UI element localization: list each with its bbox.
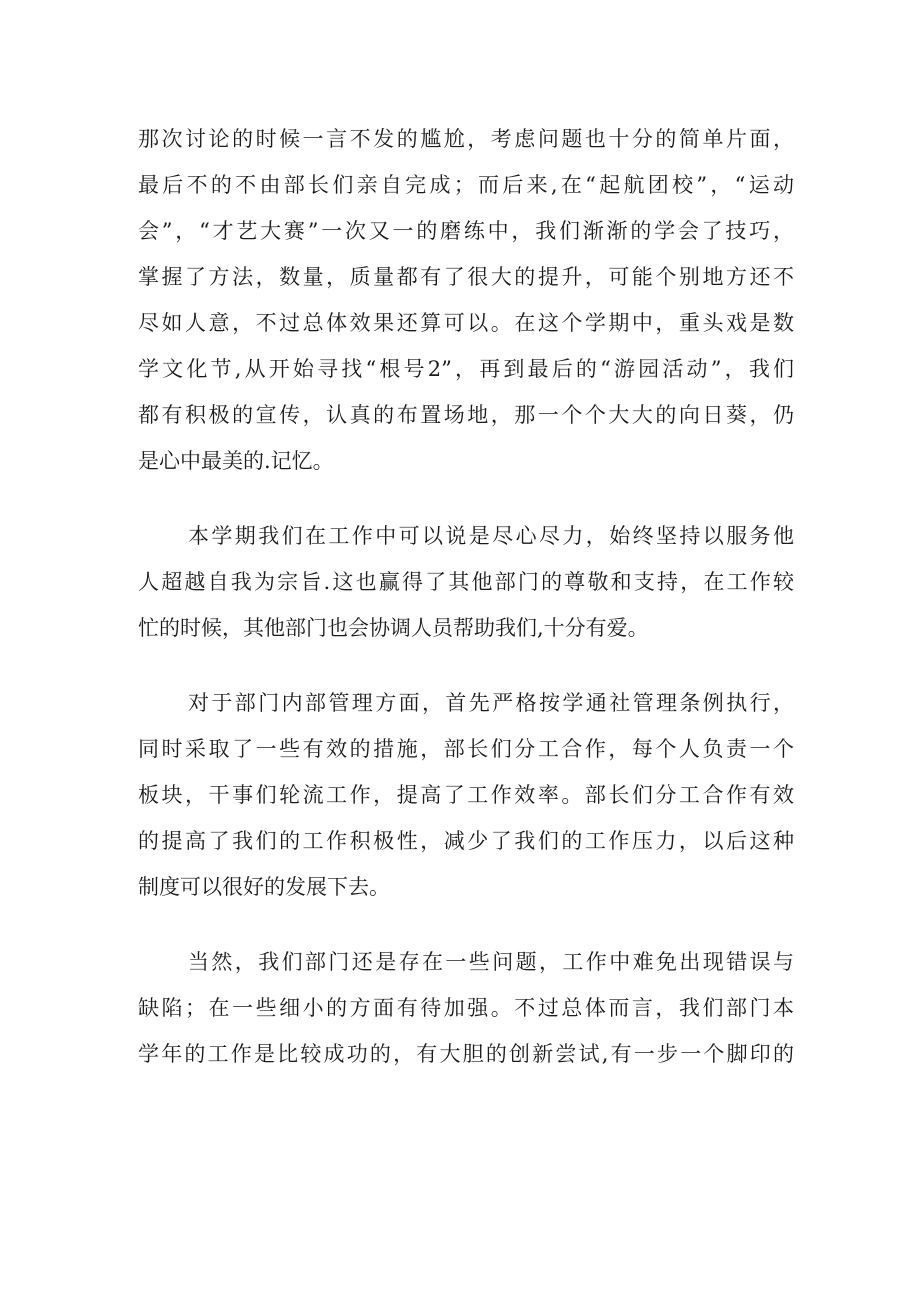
paragraph-line: 那次讨论的时候一言不发的尴尬，考虑问题也十分的简单片面， — [138, 127, 794, 151]
paragraph-line: 学文化节,从开始寻找“根号2”，再到最后的“游园活动”，我们 — [138, 357, 794, 381]
paragraph-line: 板块，干事们轮流工作，提高了工作效率。部长们分工合作有效 — [138, 783, 794, 807]
paragraph-line: 会”，“才艺大赛”一次又一的磨练中，我们渐渐的学会了技巧， — [138, 219, 794, 243]
paragraph-line: 缺陷；在一些细小的方面有待加强。不过总体而言，我们部门本 — [138, 996, 794, 1020]
paragraph-4 — [138, 939, 794, 1077]
paragraph-line: 对于部门内部管理方面，首先严格按学通社管理条例执行， — [188, 691, 794, 715]
paragraph-line: 制度可以很好的发展下去。 — [138, 875, 390, 899]
paragraph-line: 学年的工作是比较成功的，有大胆的创新尝试,有一步一个脚印的 — [138, 1042, 794, 1066]
paragraph-line: 同时采取了一些有效的措施，部长们分工合作，每个人负责一个 — [138, 737, 794, 761]
paragraph-line: 人超越自我为宗旨.这也赢得了其他部门的尊敬和支持，在工作较 — [138, 570, 794, 594]
paragraph-line: 是心中最美的.记忆。 — [138, 449, 334, 473]
paragraph-3 — [138, 680, 794, 910]
paragraph-line: 本学期我们在工作中可以说是尽心尽力，始终坚持以服务他 — [188, 524, 794, 548]
paragraph-line: 最后不的不由部长们亲自完成；而后来,在“起航团校”，“运动 — [138, 173, 794, 197]
paragraph-line: 的提高了我们的工作积极性，减少了我们的工作压力，以后这种 — [138, 829, 794, 853]
document-body — [138, 116, 794, 1106]
paragraph-line: 都有积极的宣传，认真的布置场地，那一个个大大的向日葵，仍 — [138, 403, 794, 427]
paragraph-2 — [138, 513, 794, 651]
paragraph-line: 忙的时候，其他部门也会协调人员帮助我们,十分有爱。 — [138, 616, 649, 640]
paragraph-1 — [138, 116, 794, 484]
paragraph-line: 尽如人意，不过总体效果还算可以。在这个学期中，重头戏是数 — [138, 311, 794, 335]
paragraph-line: 掌握了方法，数量，质量都有了很大的提升，可能个别地方还不 — [138, 265, 794, 289]
paragraph-line: 当然，我们部门还是存在一些问题，工作中难免出现错误与 — [188, 950, 794, 974]
